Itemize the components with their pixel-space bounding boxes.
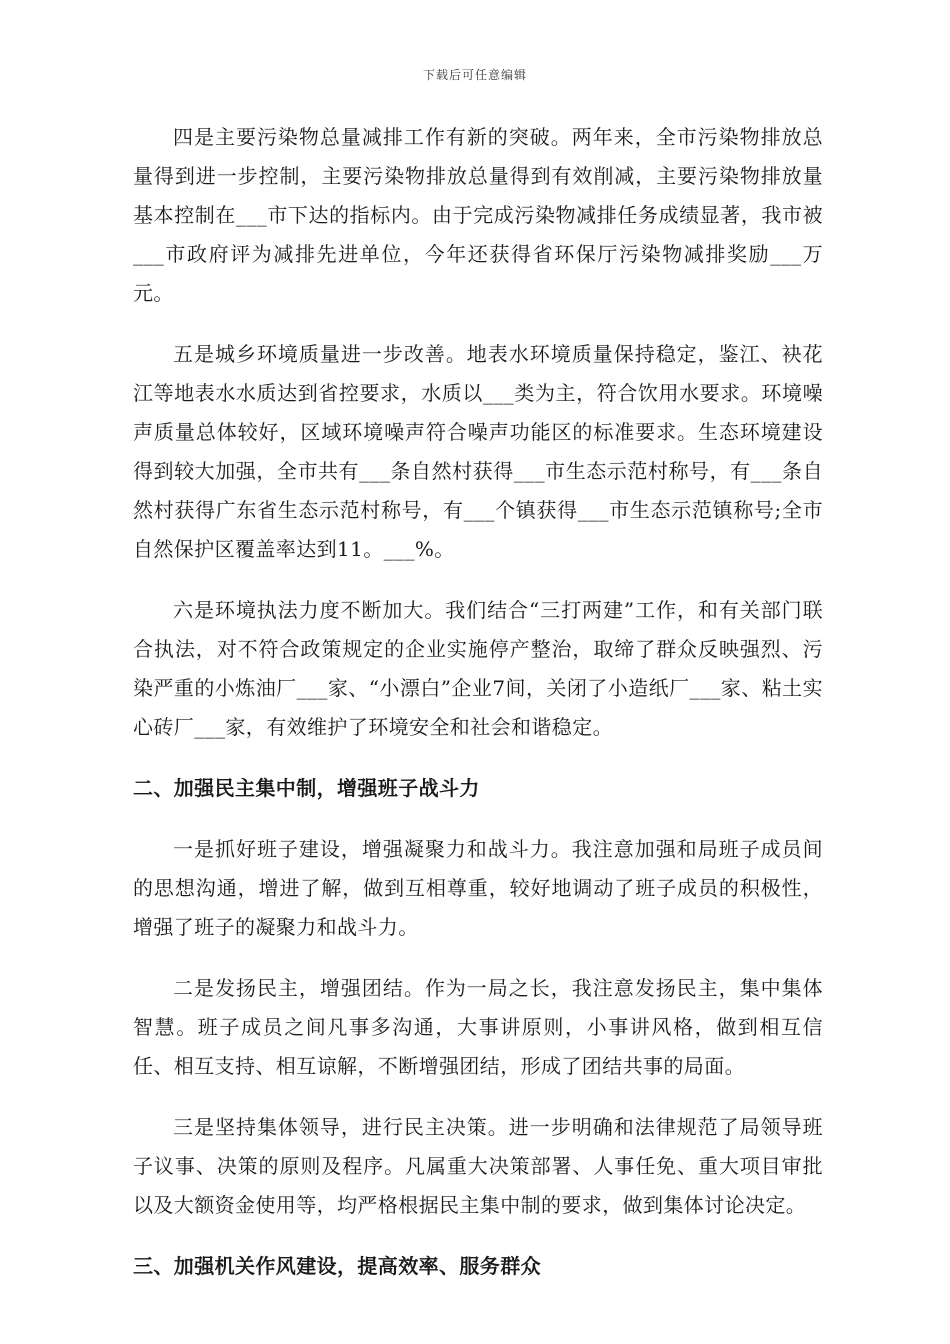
section-heading-democratic-centralism: 二、加强民主集中制，增强班子战斗力 — [133, 776, 480, 800]
paragraph-law-enforcement: 六是环境执法力度不断加大。我们结合“三打两建”工作，和有关部门联合执法，对不符合政策规定的企业实施停产整治，取缔了群众反映强烈、污染严重的小炼油厂___家、“小漂白”企业7间，关闭了小造纸厂___家、粘土实心砖厂___家，有效维护了环境安全和社会和谐稳定。 — [133, 598, 823, 739]
section-heading-work-style: 三、加强机关作风建设，提高效率、服务群众 — [133, 1254, 541, 1278]
paragraph-team-building: 一是抓好班子建设，增强凝聚力和战斗力。我注意加强和局班子成员间的思想沟通，增进了解，做到互相尊重，较好地调动了班子成员的积极性，增强了班子的凝聚力和战斗力。 — [133, 837, 823, 939]
paragraph-democracy-unity: 二是发扬民主，增强团结。作为一局之长，我注意发扬民主，集中集体智慧。班子成员之间凡事多沟通，大事讲原则，小事讲风格，做到相互信任、相互支持、相互谅解，不断增强团结，形成了团结共事的局面。 — [133, 976, 823, 1078]
document-body — [133, 118, 823, 1308]
paragraph-emission-reduction: 四是主要污染物总量减排工作有新的突破。两年来，全市污染物排放总量得到进一步控制，主要污染物排放总量得到有效削减，主要污染物排放量基本控制在___市下达的指标内。由于完成污染物减排任务成绩显著，我市被___市政府评为减排先进单位，今年还获得省环保厅污染物减排奖励___万元。 — [133, 125, 823, 305]
header-note: 下载后可任意编辑 — [422, 68, 527, 82]
paragraph-collective-leadership: 三是坚持集体领导，进行民主决策。进一步明确和法律规范了局领导班子议事、决策的原则及程序。凡属重大决策部署、人事任免、重大项目审批以及大额资金使用等，均严格根据民主集中制的要求，做到集体讨论决定。 — [133, 1115, 823, 1217]
paragraph-environment-quality: 五是城乡环境质量进一步改善。地表水环境质量保持稳定，鉴江、袂花江等地表水水质达到省控要求，水质以___类为主，符合饮用水要求。环境噪声质量总体较好，区域环境噪声符合噪声功能区的标准要求。生态环境建设得到较大加强，全市共有___条自然村获得___市生态示范村称号，有___条自然村获得广东省生态示范村称号，有___个镇获得___市生态示范镇称号;全市自然保护区覆盖率达到11。___%。 — [133, 342, 823, 561]
